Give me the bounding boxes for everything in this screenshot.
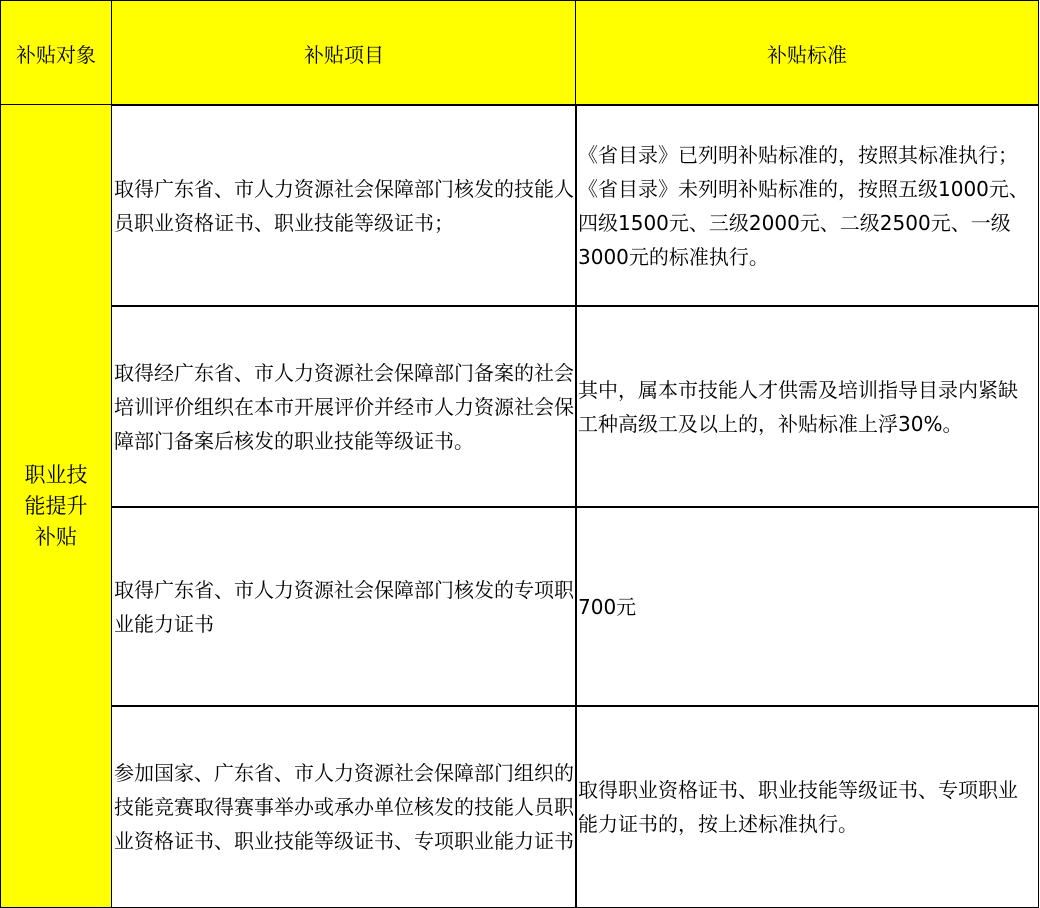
row-1-item bbox=[111, 104, 577, 307]
row-4-standard-text: 取得职业资格证书、职业技能等级证书、专项职业能力证书的，按上述标准执行。 bbox=[578, 777, 1018, 836]
row-2-item bbox=[111, 305, 577, 508]
row-1-standard bbox=[575, 104, 1039, 307]
header-target-label: 补贴对象 bbox=[16, 42, 96, 67]
row-3-item bbox=[111, 506, 577, 707]
row-3-item-text: 取得广东省、市人力资源社会保障部门核发的专项职业能力证书 bbox=[114, 577, 574, 636]
header-standard-label: 补贴标准 bbox=[767, 42, 847, 67]
row-3-standard bbox=[575, 506, 1039, 707]
header-standard bbox=[575, 0, 1039, 106]
row-4-item-text: 参加国家、广东省、市人力资源社会保障部门组织的技能竞赛取得赛事举办或承办单位核发的技能人员职业资格证书、职业技能等级证书、专项职业能力证书 bbox=[114, 760, 574, 853]
category-label: 职业技能提升补贴 bbox=[24, 462, 88, 549]
row-4-standard bbox=[575, 705, 1039, 908]
header-item-label: 补贴项目 bbox=[304, 42, 384, 67]
row-2-standard-text: 其中，属本市技能人才供需及培训指导目录内紧缺工种高级工及以上的，补贴标准上浮30%。 bbox=[578, 377, 1018, 436]
header-target bbox=[0, 0, 112, 106]
row-1-standard-text: 《省目录》已列明补贴标准的，按照其标准执行；《省目录》未列明补贴标准的，按照五级1000元、四级1500元、三级2000元、二级2500元、一级3000元的标准执行。 bbox=[578, 142, 1029, 269]
row-4-item bbox=[111, 705, 577, 908]
row-2-standard bbox=[575, 305, 1039, 508]
row-2-item-text: 取得经广东省、市人力资源社会保障部门备案的社会培训评价组织在本市开展评价并经市人力资源社会保障部门备案后核发的职业技能等级证书。 bbox=[114, 360, 574, 453]
row-1-item-text: 取得广东省、市人力资源社会保障部门核发的技能人员职业资格证书、职业技能等级证书； bbox=[114, 176, 574, 235]
header-item bbox=[111, 0, 577, 106]
row-3-standard-text: 700元 bbox=[578, 594, 637, 619]
category-cell bbox=[0, 104, 112, 908]
